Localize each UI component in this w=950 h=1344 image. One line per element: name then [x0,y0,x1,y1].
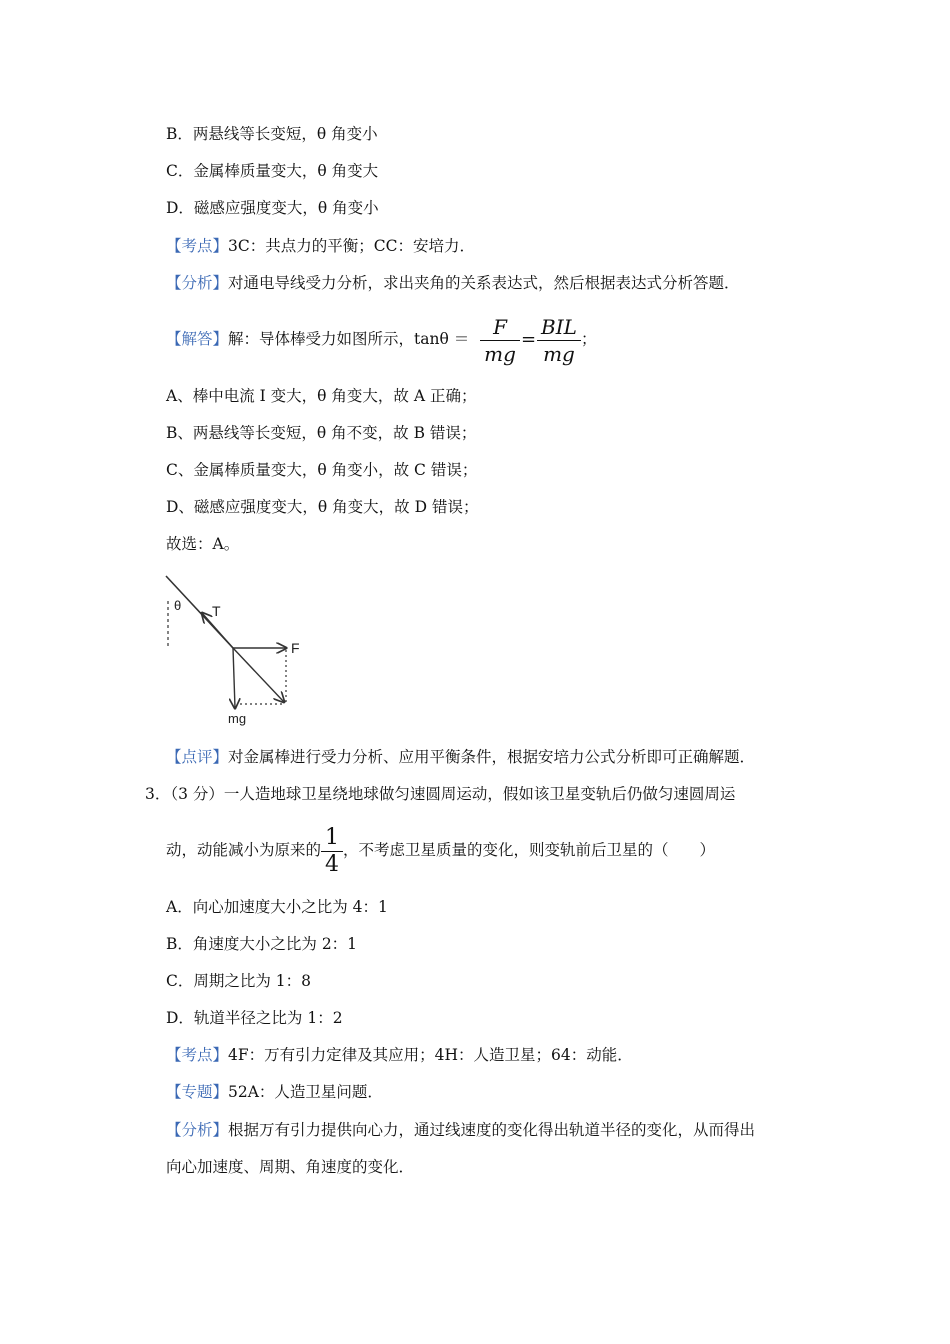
fenxi-line [166,272,740,294]
formula-fraction-f-mg [480,314,520,367]
kaodian-tag: 【考点】 [166,237,229,255]
question3-fenxi-tag: 【分析】 [166,1121,229,1139]
jieda-text: 解：导体棒受力如图所示，tanθ ＝ [228,330,470,348]
formula-den-mg-2: mg [543,341,575,366]
question3-stem-line1: 3．（3 分）一人造地球卫星绕地球做匀速圆周运动，假如该卫星变轨后仍做匀速圆周运 [145,785,736,803]
answer-d: D、磁感应强度变大，θ 角变大，故 D 错误； [166,498,479,516]
question3-zhuanti-text: 52A：人造卫星问题． [228,1083,383,1101]
formula-den-mg: mg [484,341,516,366]
kaodian-text: 3C：共点力的平衡；CC：安培力． [228,237,475,255]
fenxi-text: 对通电导线受力分析，求出夹角的关系表达式，然后根据表达式分析答题． [228,274,740,292]
dianping-line [166,746,755,768]
answer-c: C、金属棒质量变大，θ 角变小，故 C 错误； [166,461,478,479]
question3-kaodian-tag: 【考点】 [166,1046,229,1064]
force-diagram [160,568,320,728]
jieda-line [166,313,596,367]
theta-label: θ [174,598,182,613]
tension-label: T [212,603,221,619]
formula-equals: = [520,329,537,350]
question3-kaodian-text: 4F：万有引力定律及其应用；4H：人造卫星；64：动能． [228,1046,633,1064]
dianping-text: 对金属棒进行受力分析、应用平衡条件，根据安培力公式分析即可正确解题． [228,748,756,766]
stem-line2-post: ，不考虑卫星质量的变化，则变轨前后卫星的（ ） [343,841,716,859]
question3-fenxi-line2: 向心加速度、周期、角速度的变化． [166,1158,415,1176]
question3-stem-line2 [166,820,715,880]
question3-kaodian-line [166,1044,633,1066]
formula-fraction-bil-mg [537,314,581,367]
resultant-arrow [233,648,284,702]
kaodian-line [166,235,475,257]
question3-zhuanti-tag: 【专题】 [166,1083,229,1101]
fenxi-tag: 【分析】 [166,274,229,292]
force-f-label: F [291,640,300,656]
question3-option-b: B．角速度大小之比为 2：1 [166,935,358,953]
question3-fenxi-line1 [166,1119,755,1141]
question3-fenxi-text1: 根据万有引力提供向心力，通过线速度的变化得出轨道半径的变化，从而得出 [228,1121,756,1139]
question3-option-a: A．向心加速度大小之比为 4：1 [166,898,388,916]
stem-line2-pre: 动，动能减小为原来的 [166,841,322,859]
option-d-text: D．磁感应强度变大，θ 角变小 [166,199,379,217]
formula-num-f: F [480,314,520,341]
option-b-text: B．两悬线等长变短，θ 角变小 [166,125,378,143]
answer-b: B、两悬线等长变短，θ 角不变，故 B 错误； [166,424,477,442]
question3-zhuanti-line [166,1081,383,1103]
formula-tail: ； [580,330,597,348]
dianping-tag: 【点评】 [166,748,229,766]
gravity-arrow [233,648,235,708]
formula-num-bil: BIL [537,314,581,341]
question3-option-c: C．周期之比为 1：8 [166,972,312,990]
question3-option-d: D．轨道半径之比为 1：2 [166,1009,343,1027]
fraction-denominator: 4 [325,851,340,877]
answer-a: A、棒中电流 I 变大，θ 角变大，故 A 正确； [166,387,477,405]
gravity-label: mg [228,711,247,726]
one-quarter-fraction [321,825,343,878]
jieda-tag: 【解答】 [166,330,229,348]
choice-text: 故选：A。 [166,535,240,553]
fraction-numerator: 1 [321,825,343,852]
option-c-text: C．金属棒质量变大，θ 角变大 [166,162,379,180]
